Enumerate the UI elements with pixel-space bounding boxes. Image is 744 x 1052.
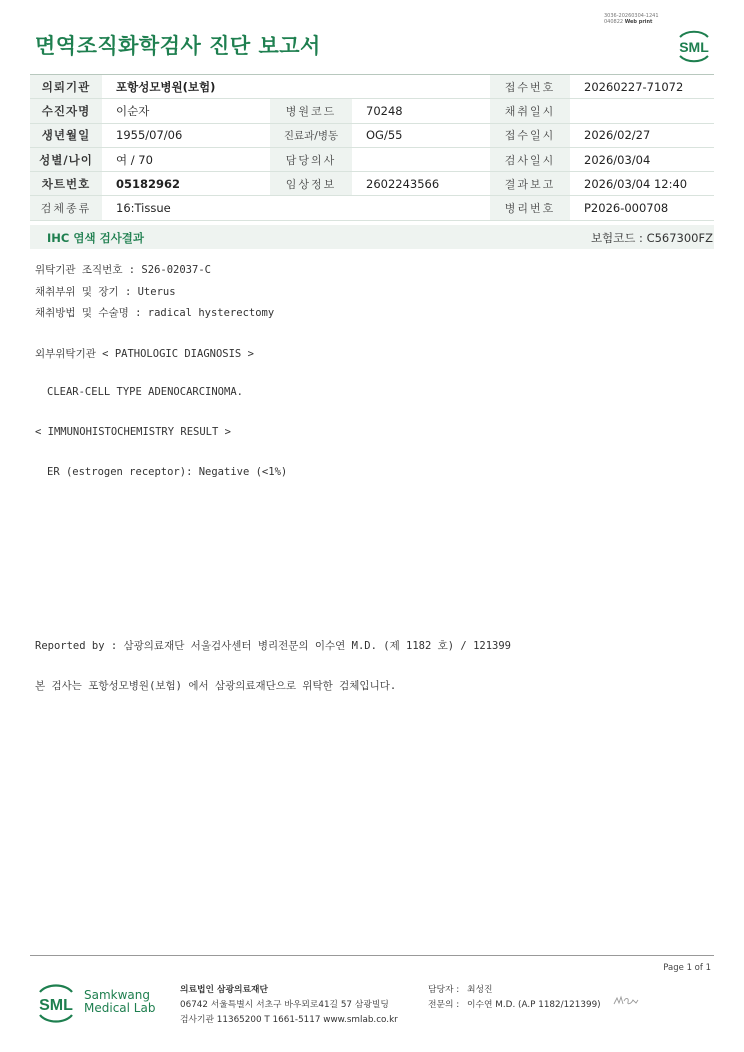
signature-image	[612, 994, 640, 1008]
info-row	[30, 75, 714, 99]
ihc-result-line: ER (estrogen receptor): Negative (<1%)	[47, 466, 288, 478]
info-value: 16:Tissue	[102, 196, 490, 220]
footer-org: 의료법인 삼광의료재단	[180, 985, 269, 995]
logo-text: SML	[39, 997, 73, 1014]
specialist-label: 전문의 :	[428, 1000, 460, 1010]
info-row	[30, 123, 714, 147]
report-line: 외부위탁기관 < PATHOLOGIC DIAGNOSIS >	[35, 348, 254, 360]
report-line: < IMMUNOHISTOCHEMISTRY RESULT >	[35, 426, 231, 438]
info-value	[570, 99, 714, 123]
info-value	[352, 147, 490, 171]
logo-text: SML	[679, 39, 709, 55]
info-label: 임상정보	[270, 172, 352, 196]
info-label: 병리번호	[490, 196, 570, 220]
report-line: 채취방법 및 수술명 : radical hysterectomy	[35, 307, 275, 319]
info-label: 차트번호	[30, 172, 102, 196]
info-label: 검사일시	[490, 147, 570, 171]
info-value: 70248	[352, 99, 490, 123]
info-value: OG/55	[352, 123, 490, 147]
info-row	[30, 147, 714, 171]
info-value: 포항성모병원(보험)	[102, 75, 490, 99]
info-value: 1955/07/06	[102, 123, 270, 147]
section-title: IHC 염색 검사결과	[47, 231, 145, 245]
footer-contact: 검사기관 11365200 T 1661-5117 www.smlab.co.kr	[180, 1015, 398, 1025]
info-label: 접수일시	[490, 123, 570, 147]
referral-note: 본 검사는 포항성모병원(보험) 에서 삼광의료재단으로 위탁한 검체입니다.	[35, 680, 397, 692]
report-line: 위탁기관 조직번호 : S26-02037-C	[35, 264, 211, 276]
info-value: 2026/03/04	[570, 147, 714, 171]
page-number: Page 1 of 1	[663, 963, 711, 973]
info-label: 수진자명	[30, 99, 102, 123]
print-meta-web: Web print	[624, 19, 653, 25]
report-line: 채취부위 및 장기 : Uterus	[35, 286, 176, 298]
info-value: 20260227-71072	[570, 75, 714, 99]
info-value: 2026/03/04 12:40	[570, 172, 714, 196]
info-value: 2026/02/27	[570, 123, 714, 147]
info-row	[30, 196, 714, 220]
info-label: 담당의사	[270, 147, 352, 171]
info-row	[30, 99, 714, 123]
info-label: 성별/나이	[30, 147, 102, 171]
footer-divider	[30, 955, 714, 956]
info-label: 진료과/병동	[270, 123, 352, 147]
info-label: 병원코드	[270, 99, 352, 123]
reported-by: Reported by : 삼광의료재단 서울검사센터 병리전문의 이수연 M.D. (제 1182 호) / 121399	[35, 640, 512, 652]
info-row	[30, 172, 714, 196]
info-label: 채취일시	[490, 99, 570, 123]
print-meta	[604, 13, 659, 25]
info-label: 검체종류	[30, 196, 102, 220]
info-value: 이순자	[102, 99, 270, 123]
info-value: 여 / 70	[102, 147, 270, 171]
specialist-name: 이수연 M.D. (A.P 1182/121399)	[467, 1000, 601, 1010]
patient-info-table	[30, 74, 714, 221]
info-label: 의뢰기관	[30, 75, 102, 99]
manager-label: 담당자 :	[428, 985, 460, 995]
print-meta-line2: 040822	[604, 19, 624, 25]
diagnosis-line: CLEAR-CELL TYPE ADENOCARCINOMA.	[47, 386, 243, 398]
info-value: 2602243566	[352, 172, 490, 196]
info-label: 결과보고	[490, 172, 570, 196]
manager-name: 최성진	[467, 985, 493, 995]
insurance-code: 보험코드 : C567300FZ	[590, 231, 713, 245]
info-value: 05182962	[102, 172, 270, 196]
info-value: P2026-000708	[570, 196, 714, 220]
sml-logo	[674, 28, 714, 64]
lab-name-line1: Samkwang	[84, 988, 150, 1002]
footer-address: 06742 서울특별시 서초구 바우뫼로41길 57 삼광빌딩	[180, 1000, 389, 1010]
info-label: 생년월일	[30, 123, 102, 147]
info-label: 접수번호	[490, 75, 570, 99]
lab-name	[84, 989, 155, 1015]
lab-name-line2: Medical Lab	[84, 1001, 156, 1015]
print-meta-line1: 3036-20260304-1241	[604, 13, 659, 19]
sml-footer-logo	[36, 980, 76, 1026]
document-title: 면역조직화학검사 진단 보고서	[35, 34, 321, 58]
